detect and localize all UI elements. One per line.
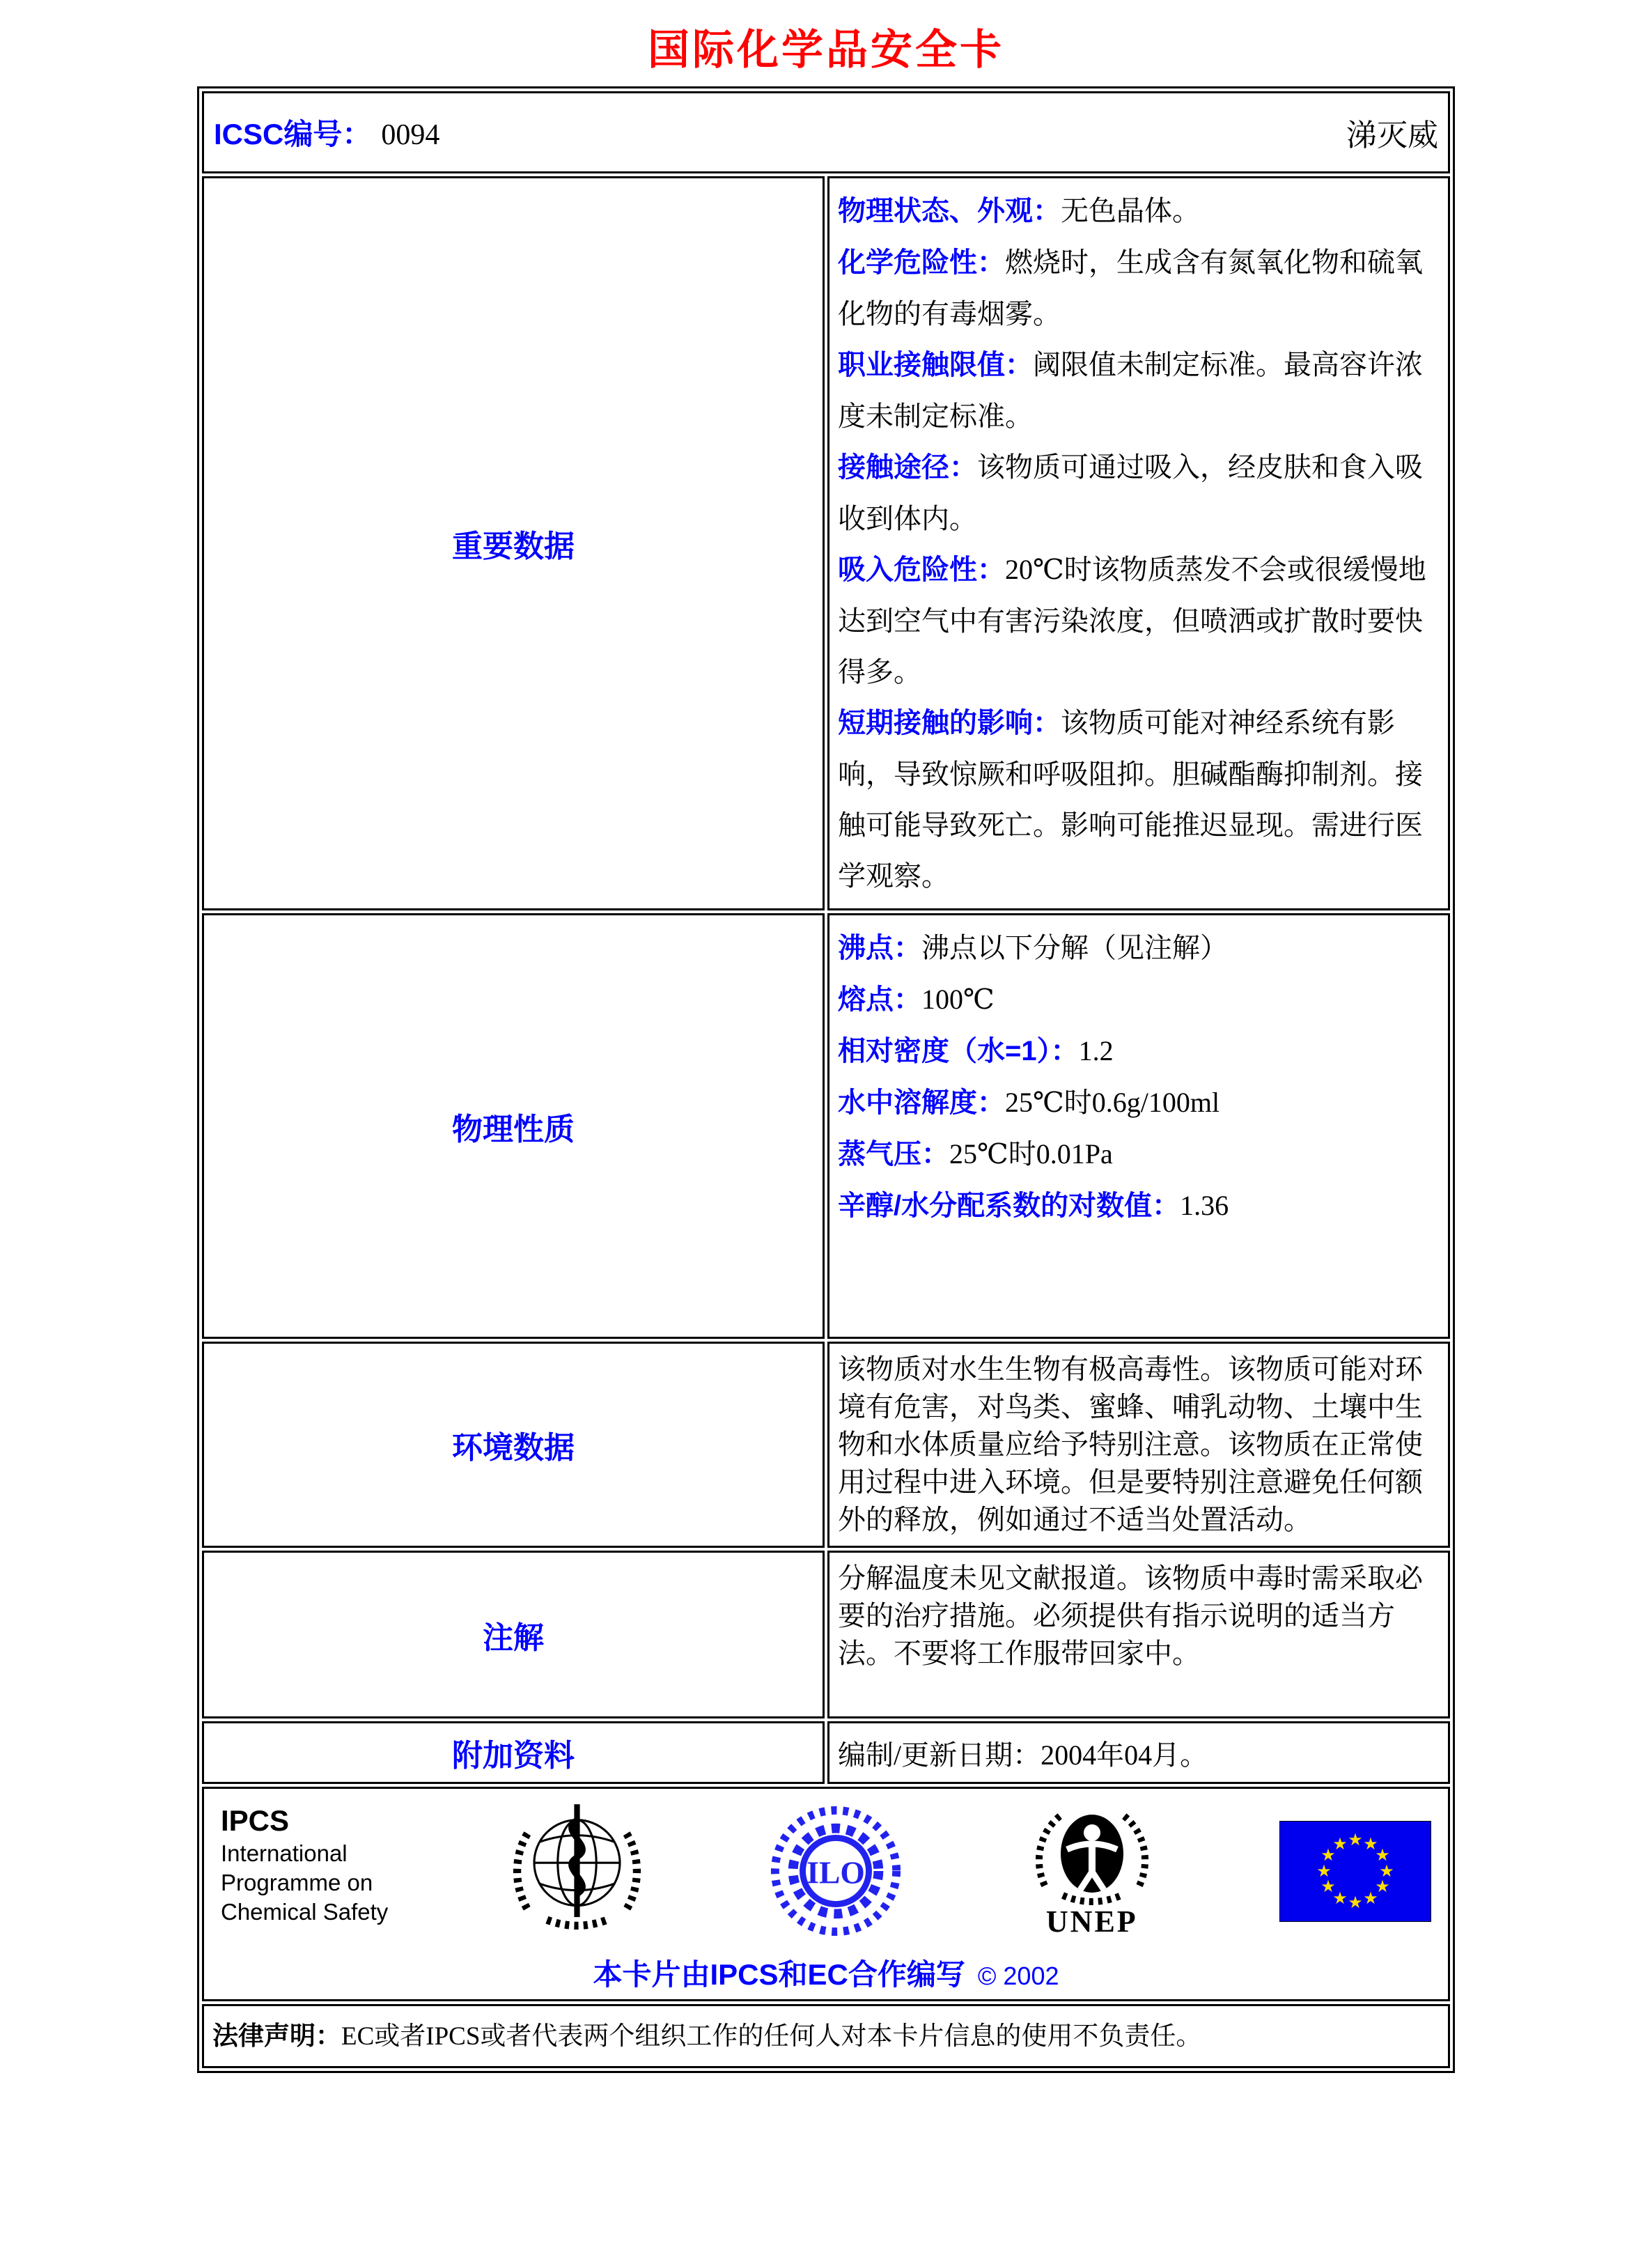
credit-line: 本卡片由IPCS和EC合作编写 © 2002 bbox=[593, 1958, 1059, 1991]
notes-text: 分解温度未见文献报道。该物质中毒时需采取必要的治疗措施。必须提供有指示说明的适当方法。不要将工作服带回家中。 bbox=[838, 1562, 1423, 1669]
svg-text:★: ★ bbox=[1316, 1861, 1332, 1881]
chemical-name: 涕灭威 bbox=[1346, 118, 1438, 153]
svg-text:★: ★ bbox=[1363, 1888, 1378, 1908]
icsc-number-group bbox=[214, 111, 439, 153]
important-data-row bbox=[202, 176, 1450, 910]
svg-text:★: ★ bbox=[1348, 1829, 1363, 1849]
svg-text:★: ★ bbox=[1332, 1888, 1348, 1908]
ilo-logo-icon bbox=[767, 1802, 905, 1940]
additional-info-row bbox=[202, 1721, 1450, 1784]
data-line: 物理状态、外观：无色晶体。 bbox=[838, 195, 1200, 226]
unep-logo-icon bbox=[1022, 1803, 1162, 1908]
icsc-number-value: 0094 bbox=[381, 119, 440, 151]
data-line: 熔点：100℃ bbox=[838, 984, 995, 1015]
physical-properties-content bbox=[827, 913, 1450, 1339]
data-line: 吸入危险性：20℃时该物质蒸发不会或很缓慢地达到空气中有害污染浓度，但喷洒或扩散时要快得多。 bbox=[838, 554, 1426, 688]
additional-info-content bbox=[827, 1721, 1450, 1784]
section-title-additional-info: 附加资料 bbox=[202, 1721, 825, 1784]
legal-row bbox=[202, 2004, 1450, 2068]
section-title-environmental-data: 环境数据 bbox=[202, 1342, 825, 1548]
ipcs-abbr: IPCS bbox=[221, 1804, 290, 1837]
data-line: 相对密度（水=1）：1.2 bbox=[838, 1035, 1114, 1066]
notes-row bbox=[202, 1551, 1450, 1718]
section-title-physical-properties: 物理性质 bbox=[202, 913, 825, 1339]
physical-properties-row bbox=[202, 913, 1450, 1339]
svg-text:★: ★ bbox=[1375, 1876, 1390, 1896]
copyright: © 2002 bbox=[977, 1962, 1059, 1990]
svg-text:★: ★ bbox=[1332, 1833, 1348, 1854]
svg-text:★: ★ bbox=[1375, 1845, 1390, 1865]
svg-text:ILO: ILO bbox=[806, 1854, 865, 1891]
legal-label: 法律声明： bbox=[212, 2021, 341, 2050]
who-logo-icon bbox=[506, 1800, 648, 1943]
icsc-number-label: ICSC编号： bbox=[214, 118, 372, 150]
data-line: 化学危险性：燃烧时，生成含有氮氧化物和硫氧化物的有毒烟雾。 bbox=[838, 247, 1423, 329]
data-line: 沸点：沸点以下分解（见注解） bbox=[838, 932, 1228, 963]
data-line: 辛醇/水分配系数的对数值：1.36 bbox=[838, 1190, 1229, 1221]
additional-info-text: 编制/更新日期：2004年04月。 bbox=[838, 1739, 1208, 1771]
header-row bbox=[202, 91, 1450, 173]
ipcs-text-block: IPCS International Programme on Chemical Safety bbox=[221, 1804, 389, 1925]
svg-text:★: ★ bbox=[1320, 1876, 1336, 1896]
unep-label: UNEP bbox=[1045, 1904, 1138, 1939]
page-title: 国际化学品安全卡 bbox=[648, 26, 1004, 73]
unep-logo-block bbox=[1022, 1803, 1162, 1939]
section-title-notes: 注解 bbox=[202, 1551, 825, 1718]
data-line: 蒸气压：25℃时0.01Pa bbox=[838, 1138, 1113, 1170]
svg-text:★: ★ bbox=[1348, 1892, 1363, 1912]
eu-flag-icon bbox=[1279, 1821, 1431, 1922]
environmental-data-text: 该物质对水生生物有极高毒性。该物质可能对环境有危害，对鸟类、蜜蜂、哺乳动物、土壤中生物和水体质量应给予特别注意。该物质在正常使用过程中进入环境。但是要特别注意避免任何额外的释放，例如通过不适当处置活动。 bbox=[838, 1353, 1423, 1535]
environmental-data-row bbox=[202, 1342, 1450, 1548]
data-line: 接触途径：该物质可通过吸入，经皮肤和食入吸收到体内。 bbox=[838, 451, 1423, 534]
data-line: 职业接触限值：阈限值未制定标准。最高容许浓度未制定标准。 bbox=[838, 349, 1423, 432]
section-title-important-data: 重要数据 bbox=[202, 176, 825, 910]
data-line: 水中溶解度：25℃时0.6g/100ml bbox=[838, 1087, 1220, 1118]
icsc-card-table bbox=[197, 86, 1455, 2073]
svg-text:★: ★ bbox=[1320, 1845, 1336, 1865]
important-data-content bbox=[827, 176, 1450, 910]
data-line: 短期接触的影响：该物质可能对神经系统有影响，导致惊厥和呼吸阻抑。胆碱酯酶抑制剂。接触可能导致死亡。影响可能推迟显现。需进行医学观察。 bbox=[838, 707, 1423, 892]
icsc-card-page bbox=[0, 17, 1652, 2243]
logos-row bbox=[202, 1787, 1450, 2001]
notes-content bbox=[827, 1551, 1450, 1718]
svg-text:★: ★ bbox=[1363, 1833, 1378, 1854]
legal-text: EC或者IPCS或者代表两个组织工作的任何人对本卡片信息的使用不负责任。 bbox=[341, 2021, 1202, 2051]
svg-text:★: ★ bbox=[1379, 1861, 1394, 1881]
environmental-data-content bbox=[827, 1342, 1450, 1548]
